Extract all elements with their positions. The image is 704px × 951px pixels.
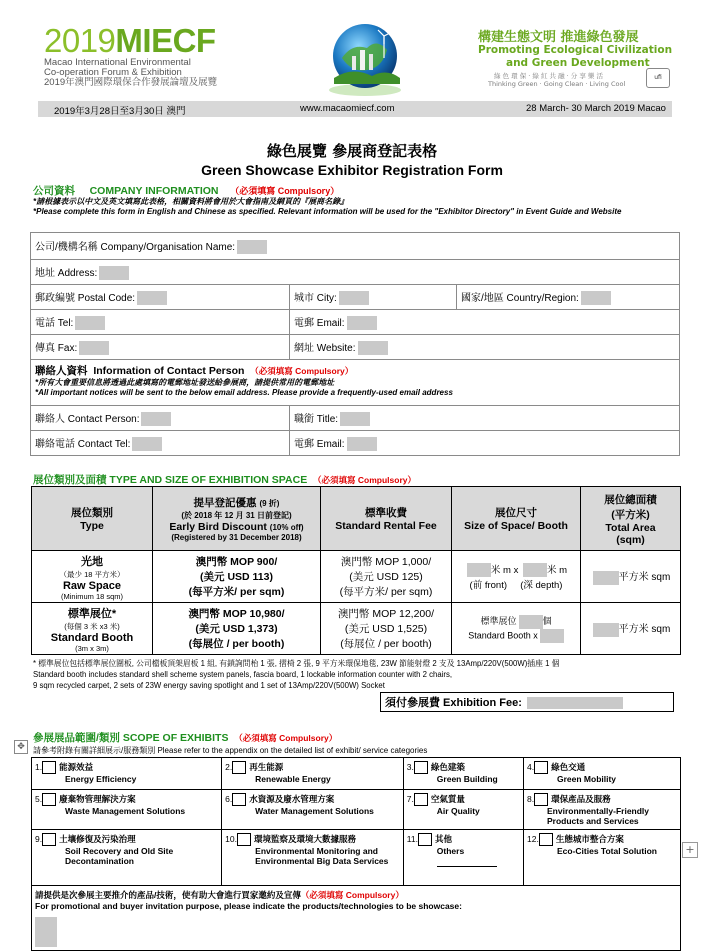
standard-booth-early-fee: 澳門幣 MOP 10,980/ (美元 USD 1,373) (每展位 / per booth) bbox=[153, 603, 321, 655]
slogan-english: Promoting Ecological Civilization and Green Development bbox=[478, 44, 673, 69]
checkbox-8[interactable] bbox=[534, 793, 548, 806]
col-early-bird-header: 提早登記優惠 (9 折) (於 2018 年 12 月 31 日前登記) Early Bird Discount (10% off) (Registered by 31 December 2018) bbox=[153, 487, 321, 551]
scope-table bbox=[31, 757, 681, 951]
standard-booth-total: 平方米 sqm bbox=[581, 603, 681, 655]
company-section-heading: 公司資料 COMPANY INFORMATION （必須填寫 Compulsory） bbox=[33, 185, 340, 197]
scope-item-4: 4. 綠色交通 Green Mobility bbox=[524, 758, 681, 790]
company-name-field[interactable] bbox=[237, 240, 267, 254]
contact-email-field[interactable] bbox=[347, 437, 377, 451]
checkbox-10[interactable] bbox=[237, 833, 251, 846]
booth-footnote: * 標準展位包括標準展位圍板, 公司檔板頂架眉板 1 組, 有鎖詢問枱 1 張, 摺椅 2 張, 9 平方米環保地毯, 23W 節能射燈 2 支及 13Amp/220V(500W)插座 1 個 Standard booth includes standard shell scheme system panels, fascia board, 1 lockable information counter with 2 chairs, 9 sqm recycled carpet, 2 sets of 23W energy saving spotlight and 1 set of 13Amp/220V(500W) Socket bbox=[33, 659, 560, 690]
checkbox-11[interactable] bbox=[418, 833, 432, 846]
promo-products-field[interactable] bbox=[35, 917, 57, 947]
event-date-english: 28 March- 30 March 2019 Macao bbox=[526, 103, 666, 114]
event-logo-subtitle: Macao International Environmental Co-operation Forum & Exhibition 2019年澳門國際環保合作發展論壇及展覽 bbox=[44, 57, 218, 88]
move-handle-icon[interactable]: ✥ bbox=[14, 740, 28, 754]
contact-title-label: 職銜 Title: bbox=[294, 413, 339, 425]
company-info-table bbox=[30, 232, 680, 456]
booth-count-field-zh[interactable] bbox=[519, 615, 543, 629]
contact-title-field[interactable] bbox=[340, 412, 370, 426]
city-field[interactable] bbox=[339, 291, 369, 305]
raw-total-field[interactable] bbox=[593, 571, 619, 585]
contact-section-heading: 聯絡人資料 Information of Contact Person （必須填寫 Compulsory） bbox=[35, 365, 354, 377]
address-field[interactable] bbox=[99, 266, 129, 280]
country-field[interactable] bbox=[581, 291, 611, 305]
country-label: 國家/地區 Country/Region: bbox=[461, 292, 579, 304]
raw-space-standard-fee: 澳門幣 MOP 1,000/ (美元 USD 125) (每平方米/ per sqm) bbox=[321, 551, 452, 603]
scope-item-11: 11. 其他 Others bbox=[403, 830, 523, 886]
event-logo: 2019MIECF bbox=[44, 22, 216, 59]
raw-space-early-fee: 澳門幣 MOP 900/ (美元 USD 113) (每平方米/ per sqm) bbox=[153, 551, 321, 603]
checkbox-2[interactable] bbox=[232, 761, 246, 774]
website-label: 網址 Website: bbox=[294, 342, 356, 354]
booth-table bbox=[31, 486, 681, 655]
checkbox-1[interactable] bbox=[42, 761, 56, 774]
booth-count-field[interactable] bbox=[540, 629, 564, 643]
event-website[interactable]: www.macaomiecf.com bbox=[300, 103, 395, 114]
raw-space-type: 光地 （最少 18 平方米） Raw Space (Minimum 18 sqm) bbox=[32, 551, 153, 603]
raw-depth-field[interactable] bbox=[523, 563, 547, 577]
event-date-chinese: 2019年3月28日至3月30日 澳門 bbox=[54, 106, 186, 117]
form-title-chinese: 綠色展覽 參展商登記表格 bbox=[266, 142, 438, 160]
postal-code-label: 郵政編號 Postal Code: bbox=[35, 292, 136, 304]
add-row-icon[interactable]: + bbox=[682, 842, 698, 858]
col-type-header: 展位類別 Type bbox=[32, 487, 153, 551]
contact-person-field[interactable] bbox=[141, 412, 171, 426]
company-note: *請根據表示以中文及英文填寫此表格，相關資料將會用於大會指南及網頁的『展商名錄』 *Please complete this form in English and Chinese as specified. Relevant information will be used for the "Exhibitor Directory" in Event Guide and Website bbox=[33, 197, 622, 216]
checkbox-7[interactable] bbox=[414, 793, 428, 806]
contact-tel-field[interactable] bbox=[132, 437, 162, 451]
standard-booth-count: 標準展位 個 Standard Booth x bbox=[452, 603, 581, 655]
postal-code-field[interactable] bbox=[137, 291, 167, 305]
scope-item-5: 5. 廢棄物管理解決方案 Waste Management Solutions bbox=[32, 790, 222, 830]
form-title-english: Green Showcase Exhibitor Registration Form bbox=[201, 162, 503, 178]
tel-label: 電話 Tel: bbox=[35, 317, 74, 329]
address-label: 地址 Address: bbox=[35, 267, 98, 279]
others-input-line[interactable] bbox=[437, 866, 497, 867]
contact-email-label: 電郵 Email: bbox=[294, 438, 345, 450]
checkbox-9[interactable] bbox=[42, 833, 56, 846]
slogan-small: 綠 色 環 保 · 綠 紅 共 融 · 分 享 樂 活 Thinking Green · Going Clean · Living Cool bbox=[488, 72, 626, 88]
promo-products-cell: 請提供是次參展主要推介的產品/技術，使有助大會進行買家邀約及宣傳（必須填寫 Compulsory） For promotional and buyer invitation purpose, please indicate the products/technologies to be showcase: bbox=[32, 886, 681, 951]
city-label: 城市 City: bbox=[294, 292, 337, 304]
tel-field[interactable] bbox=[75, 316, 105, 330]
col-standard-fee-header: 標準收費 Standard Rental Fee bbox=[321, 487, 452, 551]
exhibition-fee-field[interactable] bbox=[527, 697, 623, 709]
checkbox-6[interactable] bbox=[232, 793, 246, 806]
contact-person-label: 聯絡人 Contact Person: bbox=[35, 413, 140, 425]
globe-icon bbox=[322, 18, 408, 98]
email-field[interactable] bbox=[347, 316, 377, 330]
scope-item-9: 9. 土壤修復及污染治理 Soil Recovery and Old Site Decontamination bbox=[32, 830, 222, 886]
event-info-bar bbox=[38, 101, 672, 117]
scope-item-6: 6. 水資源及廢水管理方案 Water Management Solutions bbox=[222, 790, 404, 830]
email-label: 電郵 Email: bbox=[294, 317, 345, 329]
checkbox-4[interactable] bbox=[534, 761, 548, 774]
scope-item-10: 10. 環境監察及環境大數據服務 Environmental Monitoring and Environmental Big Data Services bbox=[222, 830, 404, 886]
scope-item-7: 7. 空氣質量 Air Quality bbox=[403, 790, 523, 830]
website-field[interactable] bbox=[358, 341, 388, 355]
scope-item-2: 2. 再生能源 Renewable Energy bbox=[222, 758, 404, 790]
contact-tel-label: 聯絡電話 Contact Tel: bbox=[35, 438, 131, 450]
scope-section-heading: 參展展品範圍/類別 SCOPE OF EXHIBITS （必須填寫 Compulsory） bbox=[33, 732, 338, 744]
booth-section-heading: 展位類別及面積 TYPE AND SIZE OF EXHIBITION SPACE （必須填寫 Compulsory） bbox=[33, 474, 416, 486]
scope-item-8: 8. 環保產品及服務 Environmentally-Friendly Products and Services bbox=[524, 790, 681, 830]
checkbox-3[interactable] bbox=[414, 761, 428, 774]
company-name-label: 公司/機構名稱 Company/Organisation Name: bbox=[35, 241, 236, 253]
raw-front-field[interactable] bbox=[467, 563, 491, 577]
standard-booth-standard-fee: 澳門幣 MOP 12,200/ (美元 USD 1,525) (每展位 / per booth) bbox=[321, 603, 452, 655]
checkbox-12[interactable] bbox=[539, 833, 553, 846]
standard-total-field[interactable] bbox=[593, 623, 619, 637]
ufi-logo: ufi bbox=[646, 68, 670, 88]
scope-instruction: 請參考附錄有關詳細展示/服務類別 Please refer to the appendix on the detailed list of exhibit/ service categories bbox=[33, 746, 428, 755]
col-size-header: 展位尺寸 Size of Space/ Booth bbox=[452, 487, 581, 551]
scope-item-1: 1. 能源效益 Energy Efficiency bbox=[32, 758, 222, 790]
checkbox-5[interactable] bbox=[42, 793, 56, 806]
exhibition-fee-box: 須付參展費 Exhibition Fee: bbox=[380, 692, 674, 712]
raw-space-total: 平方米 sqm bbox=[581, 551, 681, 603]
scope-item-12: 12. 生態城市整合方案 Eco-Cities Total Solution bbox=[524, 830, 681, 886]
standard-booth-type: 標準展位* (每個 3 米 x3 米) Standard Booth (3m x 3m) bbox=[32, 603, 153, 655]
fax-label: 傳真 Fax: bbox=[35, 342, 78, 354]
slogan-chinese: 構建生態文明 推進綠色發展 bbox=[478, 30, 639, 45]
raw-space-size: 米 m x 米 m (前 front) (深 depth) bbox=[452, 551, 581, 603]
contact-note: *所有大會重要信息將透過此處填寫的電郵地址發送給參展商，請提供常用的電郵地址 *All important notices will be sent to the below email address. Please provide a frequently-used email address bbox=[35, 378, 453, 397]
scope-item-3: 3. 綠色建築 Green Building bbox=[403, 758, 523, 790]
col-total-area-header: 展位總面積 (平方米) Total Area (sqm) bbox=[581, 487, 681, 551]
fax-field[interactable] bbox=[79, 341, 109, 355]
